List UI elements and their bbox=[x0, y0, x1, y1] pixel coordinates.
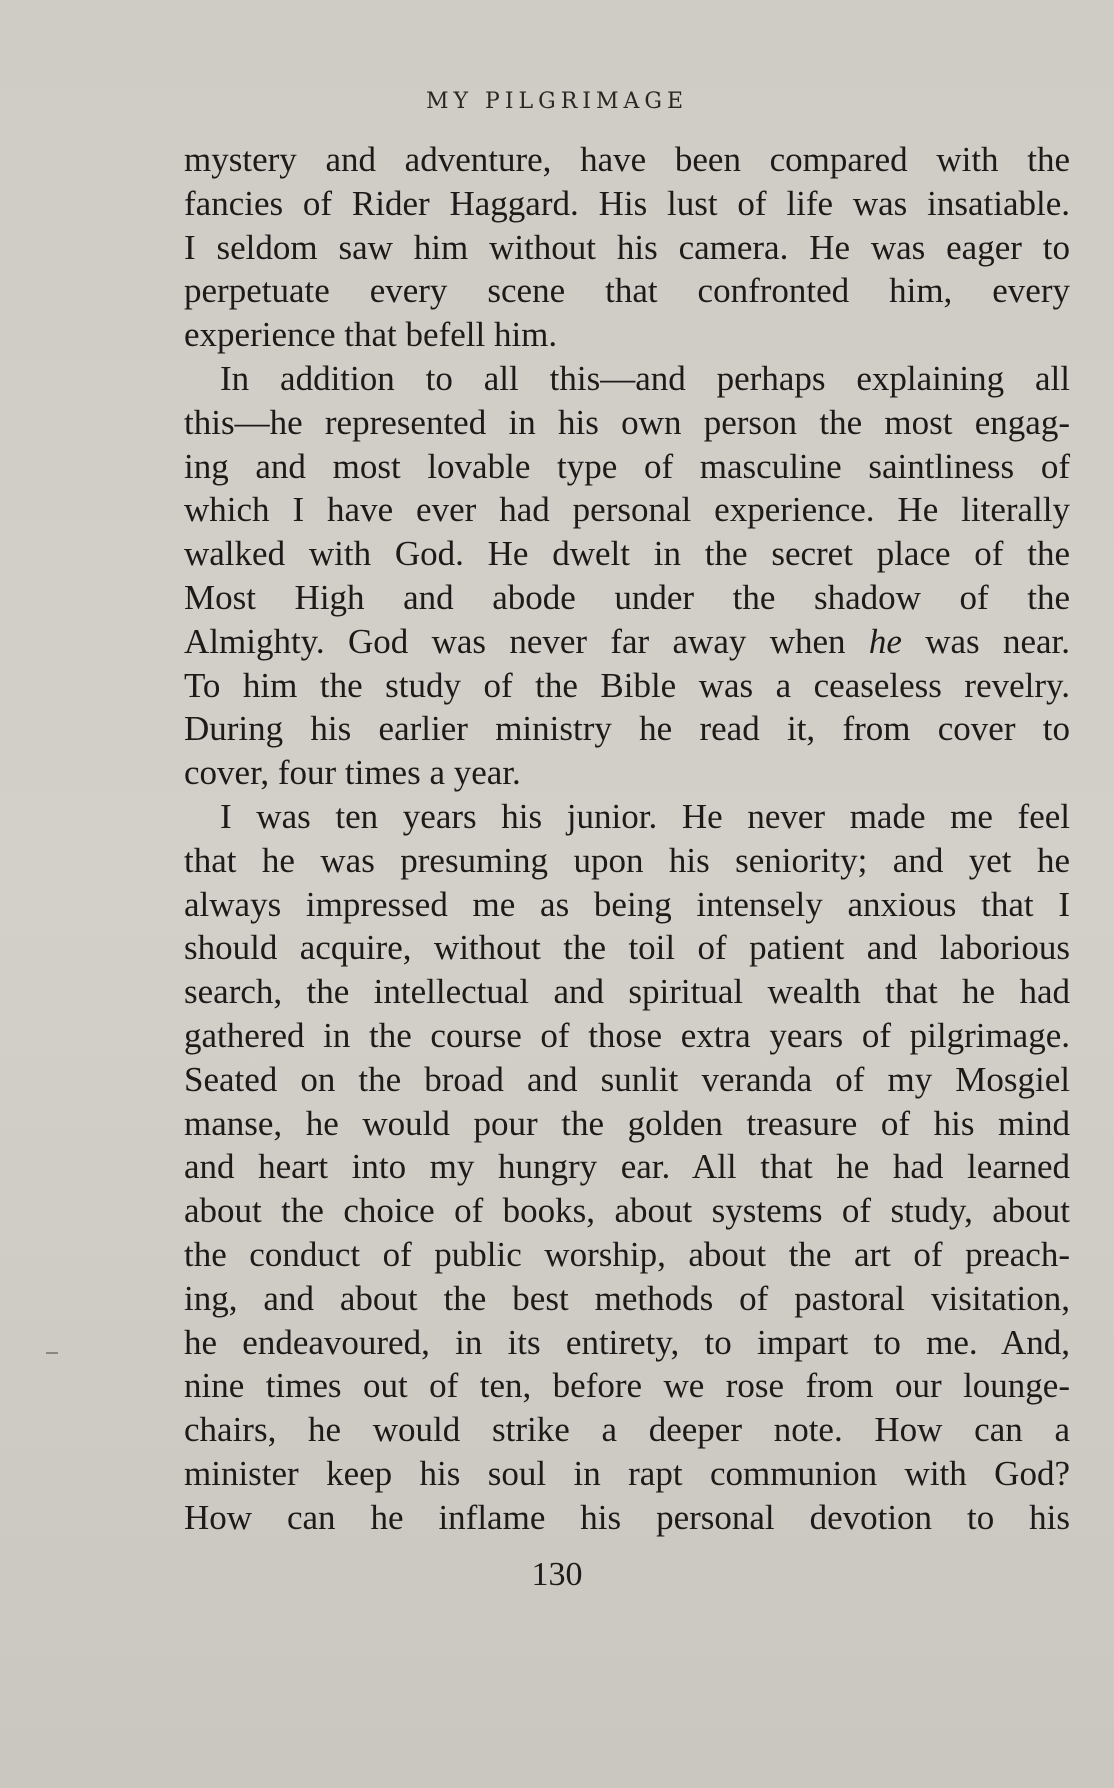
text-line: I seldom saw him without his camera. He was eager to bbox=[184, 227, 1070, 267]
text-line: should acquire, without the toil of patient and laborious bbox=[184, 928, 1070, 968]
text-line: ing, and about the best methods of pastoral visitation, bbox=[184, 1278, 1070, 1318]
text-line: about the choice of books, about systems of study, about bbox=[184, 1191, 1070, 1231]
text-line: that he was presuming upon his seniority; and yet he bbox=[184, 840, 1070, 880]
text-line-with-italic bbox=[184, 620, 1070, 664]
text-line: In addition to all this—and perhaps explaining all bbox=[220, 358, 1070, 398]
text-line: experience that befell him. bbox=[184, 315, 558, 355]
text-line: I was ten years his junior. He never made me feel bbox=[220, 796, 1070, 836]
text-line: During his earlier ministry he read it, from cover to bbox=[184, 709, 1070, 749]
text-line: this—he represented in his own person the most engag- bbox=[184, 402, 1070, 442]
text-line: he endeavoured, in its entirety, to impart to me. And, bbox=[184, 1322, 1070, 1362]
text-line: ing and most lovable type of masculine saintliness of bbox=[184, 446, 1070, 486]
text-line: perpetuate every scene that confronted him, every bbox=[184, 271, 1070, 311]
text-line: Most High and abode under the shadow of the bbox=[184, 577, 1070, 617]
margin-mark bbox=[46, 1352, 58, 1354]
text-line: the conduct of public worship, about the art of preach- bbox=[184, 1234, 1070, 1274]
text-line: gathered in the course of those extra years of pilgrimage. bbox=[184, 1015, 1070, 1055]
text-line: cover, four times a year. bbox=[184, 753, 521, 793]
page-number: 130 bbox=[531, 1556, 583, 1593]
text-line: manse, he would pour the golden treasure of his mind bbox=[184, 1103, 1070, 1143]
text-line: minister keep his soul in rapt communion with God? bbox=[184, 1453, 1070, 1493]
text-line: and heart into my hungry ear. All that he had learned bbox=[184, 1147, 1070, 1187]
text-line: chairs, he would strike a deeper note. How can a bbox=[184, 1410, 1070, 1450]
text-line: To him the study of the Bible was a ceaseless revelry. bbox=[184, 665, 1070, 705]
text-line: which I have ever had personal experience. He literally bbox=[184, 490, 1070, 530]
text-line: How can he inflame his personal devotion to his bbox=[184, 1497, 1070, 1537]
text-line: Seated on the broad and sunlit veranda of my Mosgiel bbox=[184, 1059, 1070, 1099]
text-line: walked with God. He dwelt in the secret place of the bbox=[184, 534, 1070, 574]
running-head: MY PILGRIMAGE bbox=[425, 89, 689, 114]
text-run: Almighty. God was never far away when bbox=[184, 621, 869, 661]
text-run: was near. bbox=[901, 621, 1070, 661]
italic-word: he bbox=[868, 621, 902, 661]
text-line: fancies of Rider Haggard. His lust of life was insatiable. bbox=[184, 183, 1070, 223]
text-line: nine times out of ten, before we rose from our lounge- bbox=[184, 1366, 1070, 1406]
text-line: mystery and adventure, have been compared with the bbox=[184, 140, 1070, 179]
text-line: search, the intellectual and spiritual wealth that he had bbox=[184, 972, 1070, 1012]
body-text bbox=[184, 138, 1070, 1540]
text-line: always impressed me as being intensely anxious that I bbox=[184, 884, 1070, 924]
